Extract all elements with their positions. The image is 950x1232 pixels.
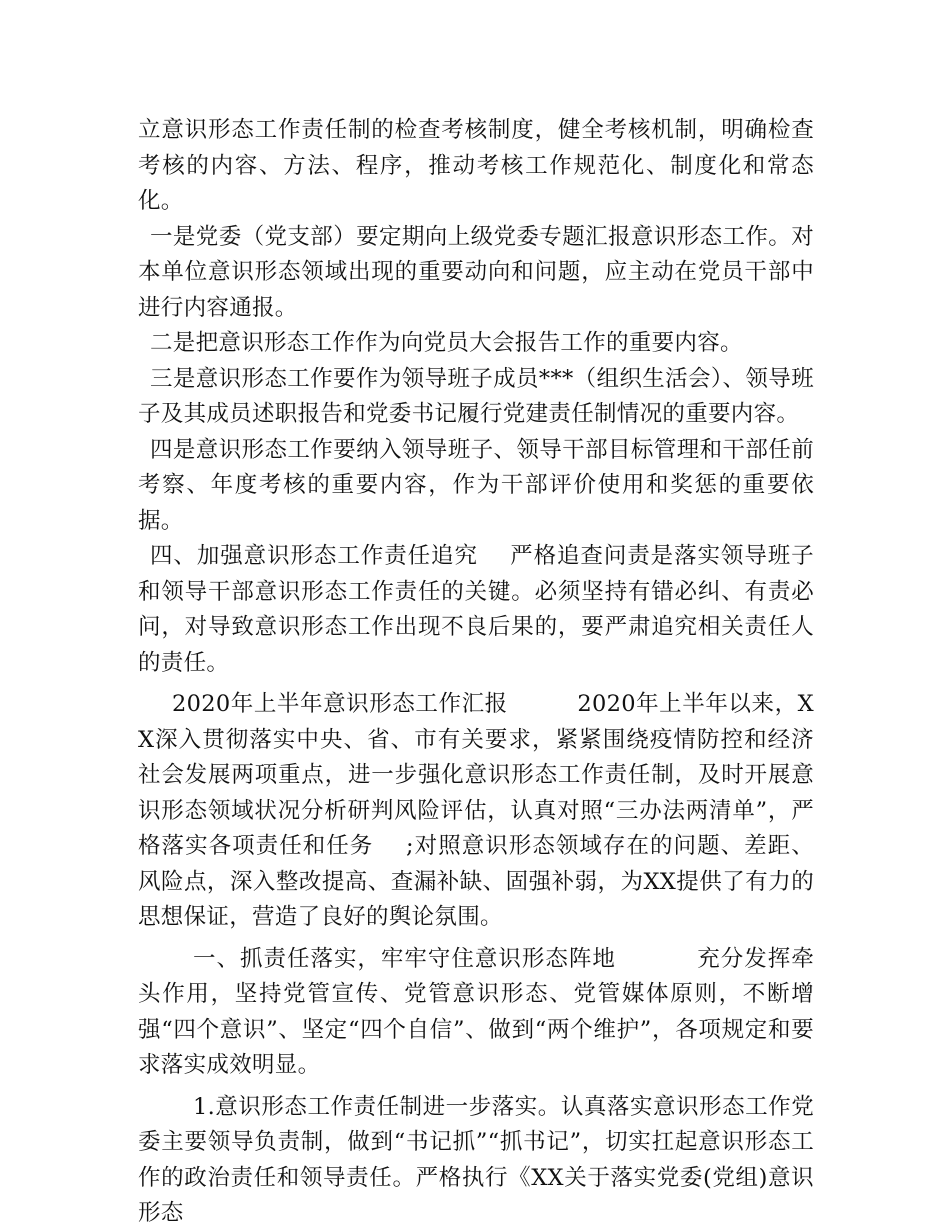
paragraph-item-two: 二是把意识形态工作作为向党员大会报告工作的重要内容。 [150, 330, 743, 356]
paragraph-item-three: 三是意识形态工作要作为领导班子成员***（组织生活会）、领导班子及其成员述职报告和党委书记履行党建责任制情况的重要内容。 [138, 365, 814, 427]
paragraph-section-four: 四、加强意识形态工作责任追究 严格追查问责是落实领导班子和领导干部意识形态工作责任的关键。必须坚持有错必纠、有责必问，对导致意识形态工作出现不良后果的，要严肃追究相关责任人的责任。 [138, 543, 814, 676]
paragraph-item-one: 一是党委（党支部）要定期向上级党委专题汇报意识形态工作。对本单位意识形态领域出现的重要动向和问题，应主动在党员干部中进行内容通报。 [138, 223, 814, 321]
paragraph-report-intro: 2020年上半年意识形态工作汇报 2020年上半年以来，XX深入贯彻落实中央、省、市有关要求，紧紧围绕疫情防控和经济社会发展两项重点，进一步强化意识形态工作责任制，及时开展意识形态领域状况分析研判风险评估，认真对照“三办法两清单”，严格落实各项责任和任务 ;对照意识形态领域存在的问题、差距、风险点，深入整改提高、查漏补缺、固强补弱，为XX提供了有力的思想保证，营造了良好的舆论氛围。 [138, 691, 814, 930]
paragraph-item-four: 四是意识形态工作要纳入领导班子、领导干部目标管理和干部任前考察、年度考核的重要内容，作为干部评价使用和奖惩的重要依据。 [138, 436, 814, 534]
paragraph-point-one: 1.意识形态工作责任制进一步落实。认真落实意识形态工作党委主要领导负责制，做到“书记抓”“抓书记”，切实扛起意识形态工作的政治责任和领导责任。严格执行《XX关于落实党委(党组)意识形态 [138, 1093, 814, 1226]
paragraph-assessment-system: 立意识形态工作责任制的检查考核制度，健全考核机制，明确检查考核的内容、方法、程序，推动考核工作规范化、制度化和常态化。 [138, 117, 814, 214]
document-body [138, 113, 814, 1232]
paragraph-section-one: 一、抓责任落实，牢牢守住意识形态阵地 充分发挥牵头作用，坚持党管宣传、党管意识形态、党管媒体原则，不断增强“四个意识”、坚定“四个自信”、做到“两个维护”，各项规定和要求落实成效明显。 [138, 945, 814, 1078]
